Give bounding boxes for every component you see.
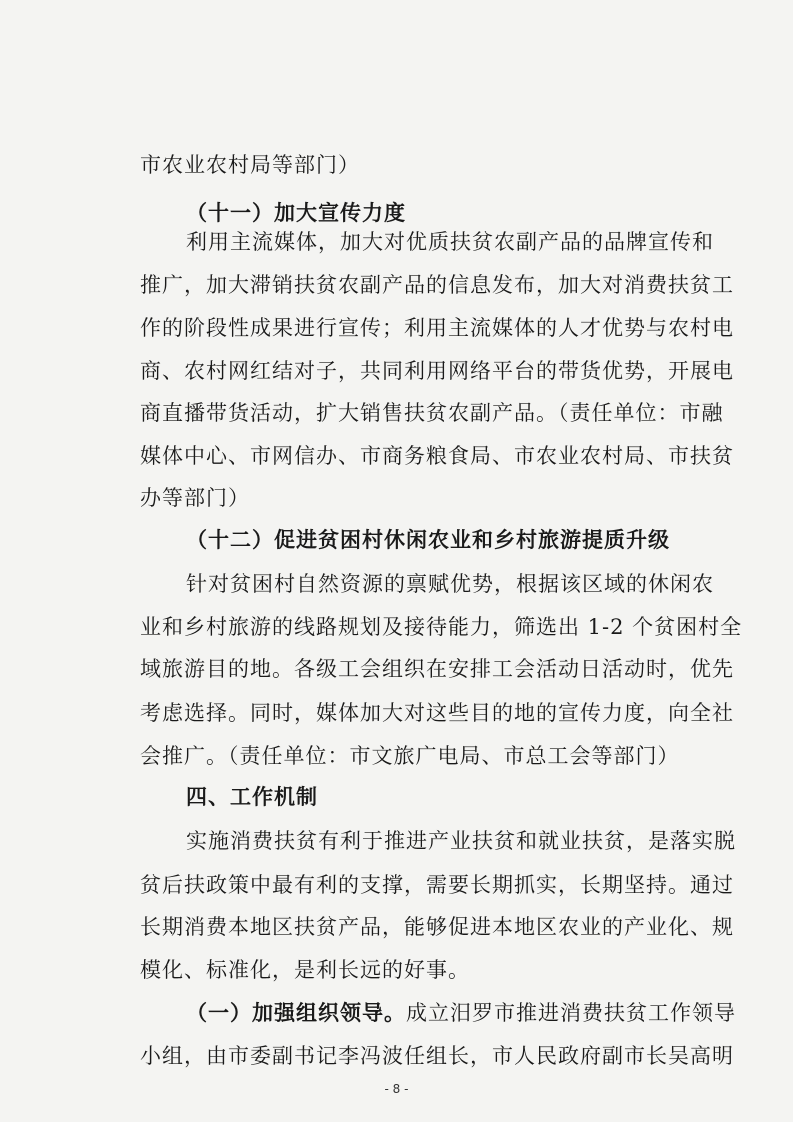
text-line: 实施消费扶贫有利于推进产业扶贫和就业扶贫，是落实脱 (186, 829, 736, 853)
text-line: 针对贫困村自然资源的禀赋优势，根据该区域的休闲农 (186, 572, 714, 596)
section-heading: （十一）加大宣传力度 (186, 200, 406, 225)
inline-heading: （一）加强组织领导。 (186, 1000, 406, 1025)
text-line: 小组，由市委副书记李冯波任组长，市人民政府副市长吴高明 (140, 1044, 734, 1068)
text-line: 商直播带货活动，扩大销售扶贫农副产品。（责任单位：市融 (140, 401, 724, 425)
text-line: 业和乡村旅游的线路规划及接待能力，筛选出 1-2 个贫困村全 (140, 615, 743, 639)
text-line: 域旅游目的地。各级工会组织在安排工会活动日活动时，优先 (140, 657, 734, 681)
text-line-with-inline-heading (186, 998, 736, 1028)
text-line: 会推广。（责任单位：市文旅广电局、市总工会等部门） (140, 744, 680, 768)
text-line: 模化、标准化，是利长远的好事。 (140, 958, 470, 982)
section-heading: （十二）促进贫困村休闲农业和乡村旅游提质升级 (186, 527, 670, 552)
text-line: 推广，加大滞销扶贫农副产品的信息发布，加大对消费扶贫工 (140, 273, 734, 297)
text-span: 成立汨罗市推进消费扶贫工作领导 (406, 1001, 736, 1025)
text-line: 利用主流媒体，加大对优质扶贫农副产品的品牌宣传和 (186, 230, 714, 254)
text-line: 办等部门） (140, 486, 250, 510)
text-line: 媒体中心、市网信办、市商务粮食局、市农业农村局、市扶贫 (140, 444, 734, 468)
text-line: 作的阶段性成果进行宣传；利用主流媒体的人才优势与农村电 (140, 316, 734, 340)
text-line: 市农业农村局等部门） (140, 153, 360, 177)
text-line: 贫后扶政策中最有利的支撑，需要长期抓实，长期坚持。通过 (140, 873, 734, 897)
page-number: - 8 - (384, 1082, 409, 1096)
text-line: 考虑选择。同时，媒体加大对这些目的地的宣传力度，向全社 (140, 701, 734, 725)
section-heading: 四、工作机制 (186, 784, 318, 809)
text-line: 长期消费本地区扶贫产品，能够促进本地区农业的产业化、规 (140, 915, 734, 939)
text-line: 商、农村网红结对子，共同利用网络平台的带货优势，开展电 (140, 359, 734, 383)
